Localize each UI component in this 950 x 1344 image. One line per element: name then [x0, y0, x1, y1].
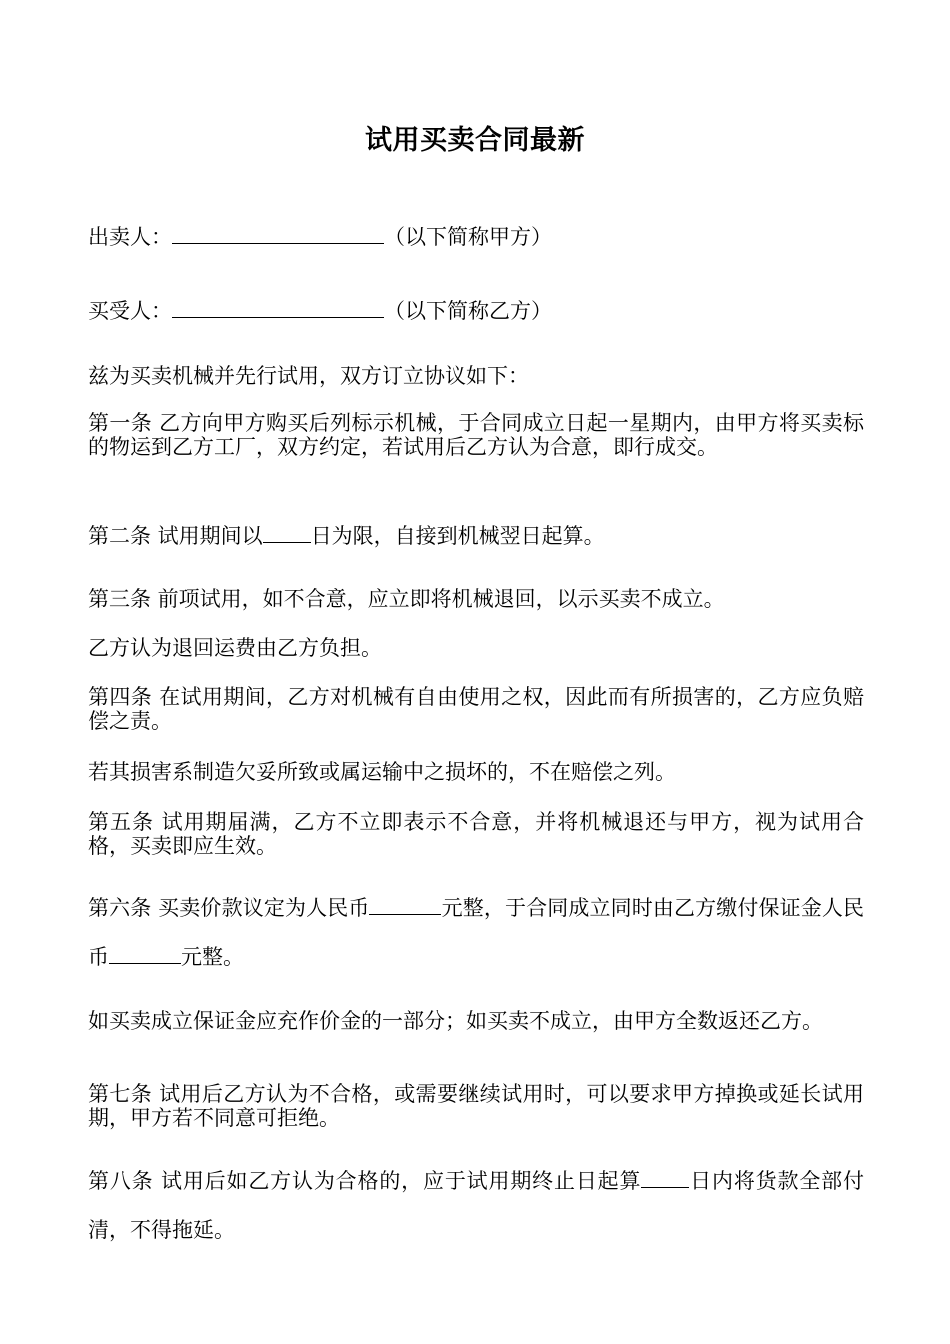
- seller-label: 出卖人：: [88, 225, 172, 249]
- article-8: [88, 1157, 864, 1255]
- seller-blank: [172, 223, 384, 244]
- seller-line: [88, 223, 864, 249]
- buyer-label: 买受人：: [88, 299, 172, 323]
- article-8-text-a: 第八条 试用后如乙方认为合格的，应于试用期终止日起算: [88, 1169, 642, 1193]
- article-3-note: 乙方认为退回运费由乙方负担。: [88, 636, 382, 660]
- document-title: 试用买卖合同最新: [365, 125, 585, 156]
- article-2: [88, 522, 864, 548]
- article-6: [88, 884, 864, 982]
- article-6-text-b: 元整，于合同成立同时由乙方缴付保证金人民币: [88, 896, 864, 969]
- buyer-line: [88, 297, 864, 323]
- trial-days-blank: [263, 522, 311, 543]
- article-4: 第四条 在试用期间，乙方对机械有自由使用之权，因此而有所损害的，乙方应负赔偿之责。: [88, 685, 864, 733]
- article-5: 第五条 试用期届满，乙方不立即表示不合意，并将机械退还与甲方，视为试用合格，买卖即应生效。: [88, 810, 864, 858]
- article-7: 第七条 试用后乙方认为不合格，或需要继续试用时，可以要求甲方掉换或延长试用期，甲方若不同意可拒绝。: [88, 1082, 864, 1130]
- price-blank: [369, 894, 441, 915]
- seller-note: （以下简称甲方）: [384, 225, 552, 249]
- payment-days-blank: [641, 1167, 689, 1188]
- article-2-text-b: 日为限，自接到机械翌日起算。: [310, 524, 605, 548]
- buyer-blank: [172, 297, 384, 318]
- article-8-text-b: 日内将货款全部付清，不得拖延。: [88, 1169, 864, 1242]
- intro-paragraph: 兹为买卖机械并先行试用，双方订立协议如下：: [88, 364, 529, 388]
- deposit-blank: [109, 943, 181, 964]
- article-6-text-c: 元整。: [181, 945, 244, 969]
- article-1: 第一条 乙方向甲方购买后列标示机械，于合同成立日起一星期内，由甲方将买卖标的物运到乙方工厂，双方约定，若试用后乙方认为合意，即行成交。: [88, 411, 864, 459]
- article-6-note: 如买卖成立保证金应充作价金的一部分；如买卖不成立，由甲方全数返还乙方。: [88, 1009, 823, 1033]
- article-2-text-a: 第二条 试用期间以: [88, 524, 263, 548]
- article-6-text-a: 第六条 买卖价款议定为人民币: [88, 896, 370, 920]
- article-4-note: 若其损害系制造欠妥所致或属运输中之损坏的，不在赔偿之列。: [88, 760, 676, 784]
- buyer-note: （以下简称乙方）: [384, 299, 552, 323]
- article-3: 第三条 前项试用，如不合意，应立即将机械退回，以示买卖不成立。: [88, 587, 725, 611]
